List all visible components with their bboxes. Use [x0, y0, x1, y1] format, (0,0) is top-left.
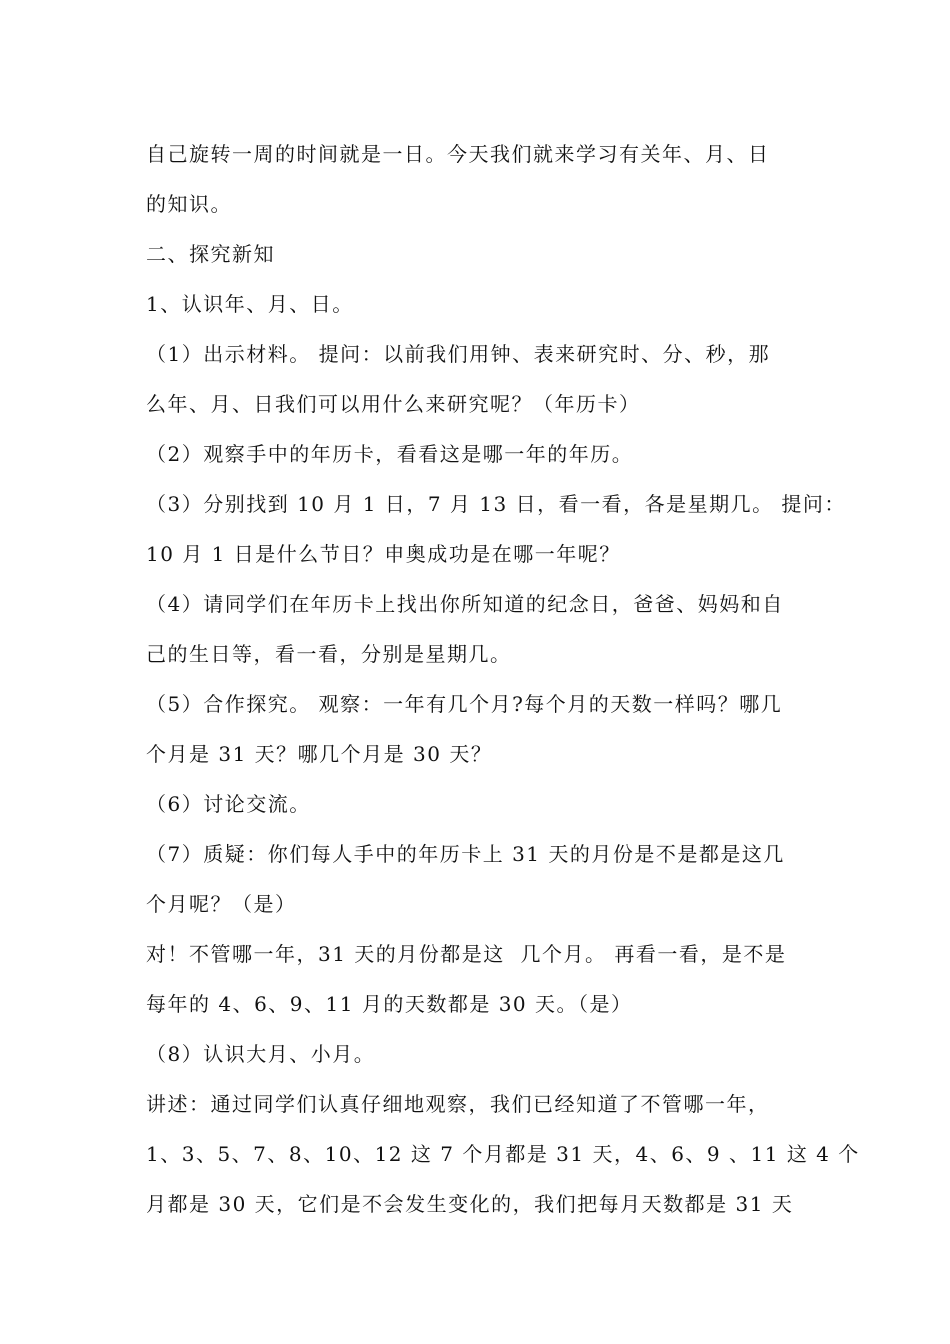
text-line: 1、3、5、7、8、10、12 这 7 个月都是 31 天，4、6、9 、11 这 4 个	[146, 1142, 860, 1166]
text-line: 月都是 30 天，它们是不会发生变化的，我们把每月天数都是 31 天	[146, 1192, 794, 1216]
text-line: （1）出示材料。 提问：以前我们用钟、表来研究时、分、秒，那	[146, 342, 771, 366]
text-line: （2）观察手中的年历卡，看看这是哪一年的年历。	[146, 442, 634, 466]
text-line: （5）合作探究。 观察：一年有几个月?每个月的天数一样吗？哪几	[146, 692, 783, 716]
text-line: 对！不管哪一年，31 天的月份都是这 几个月。 再看一看，是不是	[146, 942, 787, 966]
text-line: 己的生日等，看一看，分别是星期几。	[146, 642, 512, 666]
text-line: 个月是 31 天？哪几个月是 30 天？	[146, 742, 493, 766]
text-line: 10 月 1 日是什么节日？申奥成功是在哪一年呢？	[146, 542, 621, 566]
text-line: 讲述：通过同学们认真仔细地观察，我们已经知道了不管哪一年，	[146, 1092, 770, 1116]
text-line: 么年、月、日我们可以用什么来研究呢？（年历卡）	[146, 392, 641, 416]
text-line: （3）分别找到 10 月 1 日，7 月 13 日，看一看，各是星期几。 提问：	[146, 492, 846, 516]
text-line: 每年的 4、6、9、11 月的天数都是 30 天。（是）	[146, 992, 633, 1016]
document-body	[146, 129, 860, 1229]
text-line: （6）讨论交流。	[146, 792, 311, 816]
text-line: （8）认识大月、小月。	[146, 1042, 376, 1066]
text-line: （4）请同学们在年历卡上找出你所知道的纪念日，爸爸、妈妈和自	[146, 592, 784, 616]
text-line: 自己旋转一周的时间就是一日。今天我们就来学习有关年、月、日	[146, 142, 770, 166]
text-line: 的知识。	[146, 192, 232, 216]
text-line: 个月呢？（是）	[146, 892, 297, 916]
subsection-heading: 1、认识年、月、日。	[146, 292, 354, 316]
text-line: （7）质疑：你们每人手中的年历卡上 31 天的月份是不是都是这几	[146, 842, 785, 866]
section-heading: 二、探究新知	[146, 242, 275, 266]
